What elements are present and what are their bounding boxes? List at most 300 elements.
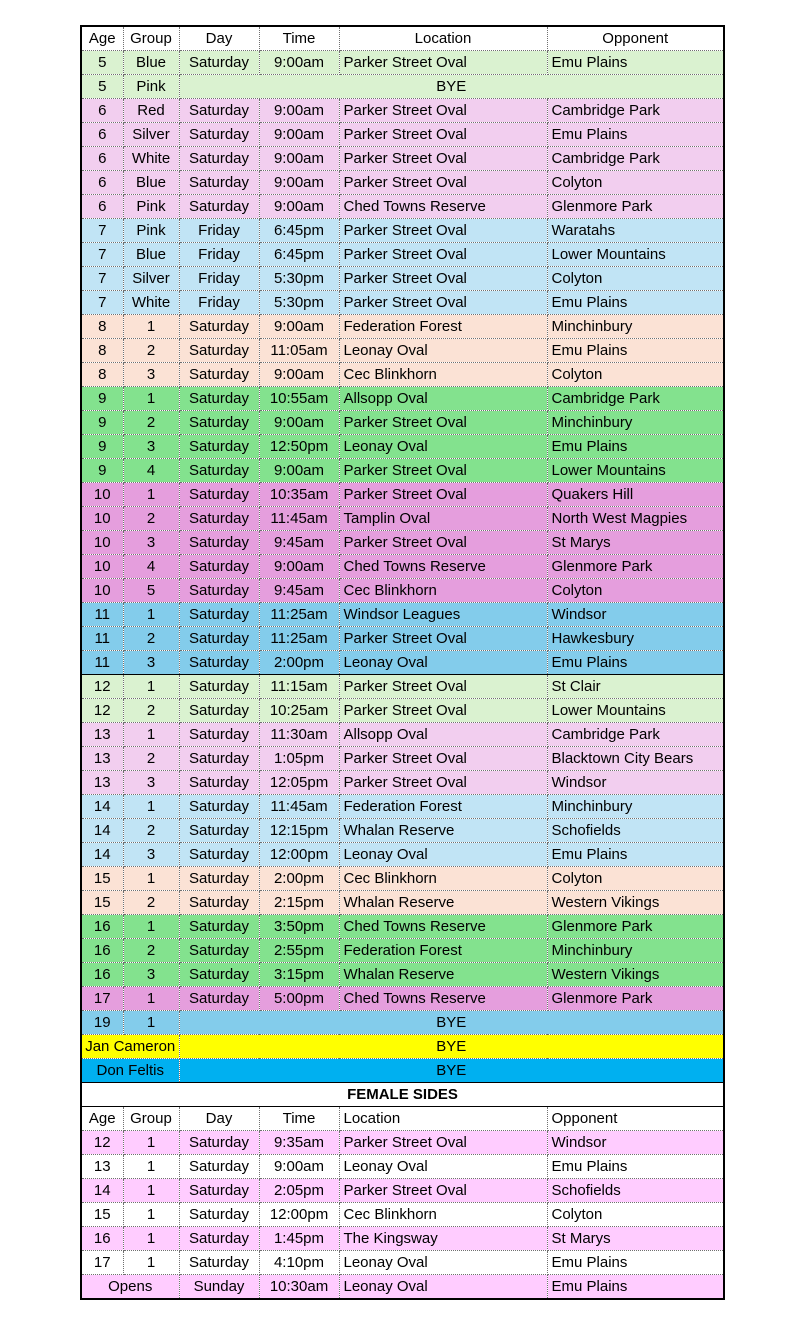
table-row — [81, 627, 724, 651]
time-cell: 9:45am — [259, 579, 339, 603]
time-cell: 9:00am — [259, 1155, 339, 1179]
table-row — [81, 147, 724, 171]
group-cell: 1 — [123, 1179, 179, 1203]
location-cell: Parker Street Oval — [339, 99, 547, 123]
table-row — [81, 531, 724, 555]
opponent-cell: Windsor — [547, 603, 724, 627]
opponent-cell: St Clair — [547, 675, 724, 699]
location-cell: Cec Blinkhorn — [339, 867, 547, 891]
group-cell: Red — [123, 99, 179, 123]
day-cell: Saturday — [179, 483, 259, 507]
opponent-cell: Emu Plains — [547, 651, 724, 675]
opponent-cell: Western Vikings — [547, 963, 724, 987]
opponent-cell: Minchinbury — [547, 315, 724, 339]
header-group: Group — [123, 1107, 179, 1131]
time-cell: 12:00pm — [259, 1203, 339, 1227]
location-cell: Leonay Oval — [339, 339, 547, 363]
table-row — [81, 867, 724, 891]
location-cell: Federation Forest — [339, 939, 547, 963]
location-cell: Ched Towns Reserve — [339, 195, 547, 219]
location-cell: Leonay Oval — [339, 1251, 547, 1275]
location-cell: Whalan Reserve — [339, 891, 547, 915]
day-cell: Saturday — [179, 843, 259, 867]
time-cell: 5:30pm — [259, 291, 339, 315]
opponent-cell: Glenmore Park — [547, 915, 724, 939]
table-row — [81, 843, 724, 867]
age-cell: 15 — [81, 867, 123, 891]
day-cell: Saturday — [179, 51, 259, 75]
time-cell: 4:10pm — [259, 1251, 339, 1275]
time-cell: 11:15am — [259, 675, 339, 699]
age-cell: 9 — [81, 459, 123, 483]
group-cell: 2 — [123, 819, 179, 843]
table-row — [81, 819, 724, 843]
location-cell: Parker Street Oval — [339, 483, 547, 507]
age-cell: 8 — [81, 363, 123, 387]
time-cell: 10:25am — [259, 699, 339, 723]
opponent-cell: Emu Plains — [547, 1275, 724, 1300]
day-cell: Saturday — [179, 963, 259, 987]
opponent-cell: Schofields — [547, 819, 724, 843]
table-row — [81, 1227, 724, 1251]
table-row — [81, 939, 724, 963]
opponent-cell: Waratahs — [547, 219, 724, 243]
opponent-cell: Colyton — [547, 363, 724, 387]
time-cell: 11:30am — [259, 723, 339, 747]
opponent-cell: Cambridge Park — [547, 387, 724, 411]
header-time: Time — [259, 26, 339, 51]
opponent-cell: Emu Plains — [547, 51, 724, 75]
header-row — [81, 26, 724, 51]
opponent-cell: Minchinbury — [547, 411, 724, 435]
age-cell: 19 — [81, 1011, 123, 1035]
age-cell: 5 — [81, 51, 123, 75]
location-cell: Parker Street Oval — [339, 459, 547, 483]
day-cell: Saturday — [179, 195, 259, 219]
group-cell: 1 — [123, 1155, 179, 1179]
time-cell: 10:35am — [259, 483, 339, 507]
location-cell: Parker Street Oval — [339, 123, 547, 147]
day-cell: Saturday — [179, 819, 259, 843]
age-cell: 14 — [81, 795, 123, 819]
location-cell: Parker Street Oval — [339, 675, 547, 699]
table-row — [81, 723, 724, 747]
age-cell: 10 — [81, 579, 123, 603]
time-cell: 12:50pm — [259, 435, 339, 459]
location-cell: Leonay Oval — [339, 651, 547, 675]
group-cell: 1 — [123, 1011, 179, 1035]
time-cell: 3:50pm — [259, 915, 339, 939]
age-cell: 5 — [81, 75, 123, 99]
opponent-cell: Colyton — [547, 579, 724, 603]
group-cell: 1 — [123, 915, 179, 939]
table-row — [81, 171, 724, 195]
time-cell: 11:25am — [259, 603, 339, 627]
time-cell: 10:55am — [259, 387, 339, 411]
group-cell: 2 — [123, 699, 179, 723]
age-cell: 13 — [81, 723, 123, 747]
group-cell: 3 — [123, 363, 179, 387]
opponent-cell: Colyton — [547, 267, 724, 291]
group-cell: 1 — [123, 1251, 179, 1275]
group-cell: 1 — [123, 675, 179, 699]
time-cell: 5:30pm — [259, 267, 339, 291]
age-cell: 16 — [81, 939, 123, 963]
group-cell: 5 — [123, 579, 179, 603]
age-cell: 6 — [81, 123, 123, 147]
location-cell: Parker Street Oval — [339, 171, 547, 195]
location-cell: Parker Street Oval — [339, 267, 547, 291]
table-row — [81, 363, 724, 387]
opponent-cell: Glenmore Park — [547, 987, 724, 1011]
location-cell: The Kingsway — [339, 1227, 547, 1251]
table-row — [81, 987, 724, 1011]
group-cell: 1 — [123, 387, 179, 411]
time-cell: 12:15pm — [259, 819, 339, 843]
day-cell: Saturday — [179, 1179, 259, 1203]
header-time: Time — [259, 1107, 339, 1131]
day-cell: Saturday — [179, 987, 259, 1011]
age-cell: 8 — [81, 339, 123, 363]
day-cell: Friday — [179, 267, 259, 291]
table-row — [81, 315, 724, 339]
day-cell: Saturday — [179, 147, 259, 171]
location-cell: Parker Street Oval — [339, 627, 547, 651]
group-cell: 2 — [123, 411, 179, 435]
age-cell: 13 — [81, 1155, 123, 1179]
day-cell: Saturday — [179, 747, 259, 771]
table-row — [81, 1131, 724, 1155]
time-cell: 2:00pm — [259, 867, 339, 891]
opponent-cell: St Marys — [547, 531, 724, 555]
group-cell: 4 — [123, 459, 179, 483]
age-cell: 14 — [81, 1179, 123, 1203]
day-cell: Saturday — [179, 603, 259, 627]
location-cell: Allsopp Oval — [339, 387, 547, 411]
opponent-cell: Cambridge Park — [547, 723, 724, 747]
age-cell: 10 — [81, 507, 123, 531]
table-row — [81, 411, 724, 435]
location-cell: Leonay Oval — [339, 1155, 547, 1179]
age-cell: 7 — [81, 291, 123, 315]
table-row — [81, 267, 724, 291]
table-row — [81, 699, 724, 723]
time-cell: 2:15pm — [259, 891, 339, 915]
bye-cell: BYE — [179, 1059, 724, 1083]
location-cell: Ched Towns Reserve — [339, 987, 547, 1011]
time-cell: 11:05am — [259, 339, 339, 363]
location-cell: Parker Street Oval — [339, 219, 547, 243]
bye-cell: BYE — [179, 1035, 724, 1059]
location-cell: Parker Street Oval — [339, 291, 547, 315]
age-cell: 7 — [81, 219, 123, 243]
opponent-cell: Cambridge Park — [547, 99, 724, 123]
location-cell: Parker Street Oval — [339, 531, 547, 555]
table-row — [81, 651, 724, 675]
table-row — [81, 579, 724, 603]
location-cell: Whalan Reserve — [339, 963, 547, 987]
group-cell: Pink — [123, 219, 179, 243]
opponent-cell: Glenmore Park — [547, 555, 724, 579]
group-cell: White — [123, 147, 179, 171]
group-cell: 2 — [123, 627, 179, 651]
group-cell: 3 — [123, 963, 179, 987]
location-cell: Cec Blinkhorn — [339, 1203, 547, 1227]
day-cell: Sunday — [179, 1275, 259, 1300]
opponent-cell: Emu Plains — [547, 123, 724, 147]
section-title: FEMALE SIDES — [81, 1083, 724, 1107]
group-cell: 2 — [123, 747, 179, 771]
opponent-cell: North West Magpies — [547, 507, 724, 531]
location-cell: Parker Street Oval — [339, 147, 547, 171]
opponent-cell: Colyton — [547, 171, 724, 195]
opponent-cell: Lower Mountains — [547, 243, 724, 267]
opponent-cell: Minchinbury — [547, 795, 724, 819]
table-row — [81, 1155, 724, 1179]
age-cell: 17 — [81, 1251, 123, 1275]
time-cell: 1:45pm — [259, 1227, 339, 1251]
group-cell: 2 — [123, 507, 179, 531]
day-cell: Friday — [179, 243, 259, 267]
table-row — [81, 123, 724, 147]
day-cell: Saturday — [179, 1227, 259, 1251]
time-cell: 11:45am — [259, 507, 339, 531]
table-row — [81, 435, 724, 459]
age-cell: 16 — [81, 1227, 123, 1251]
table-row — [81, 1059, 724, 1083]
header-day: Day — [179, 26, 259, 51]
location-cell: Parker Street Oval — [339, 243, 547, 267]
day-cell: Saturday — [179, 771, 259, 795]
age-cell: 12 — [81, 699, 123, 723]
day-cell: Saturday — [179, 171, 259, 195]
opponent-cell: Colyton — [547, 1203, 724, 1227]
group-cell: Silver — [123, 267, 179, 291]
table-row — [81, 195, 724, 219]
header-location: Location — [339, 1107, 547, 1131]
table-row — [81, 507, 724, 531]
day-cell: Saturday — [179, 939, 259, 963]
group-cell: 3 — [123, 531, 179, 555]
group-cell: 3 — [123, 435, 179, 459]
day-cell: Saturday — [179, 459, 259, 483]
group-cell: Blue — [123, 51, 179, 75]
table-row — [81, 51, 724, 75]
age-cell: 11 — [81, 651, 123, 675]
table-row — [81, 483, 724, 507]
table-row — [81, 75, 724, 99]
fixture-table — [80, 25, 725, 1300]
group-cell: 3 — [123, 651, 179, 675]
age-cell: 15 — [81, 1203, 123, 1227]
opponent-cell: Emu Plains — [547, 435, 724, 459]
group-cell: 1 — [123, 867, 179, 891]
group-cell: 1 — [123, 1131, 179, 1155]
day-cell: Saturday — [179, 1131, 259, 1155]
age-cell: 10 — [81, 555, 123, 579]
team-name-cell: Don Feltis — [81, 1059, 179, 1083]
day-cell: Saturday — [179, 1251, 259, 1275]
header-group: Group — [123, 26, 179, 51]
time-cell: 9:00am — [259, 459, 339, 483]
day-cell: Saturday — [179, 627, 259, 651]
day-cell: Saturday — [179, 675, 259, 699]
opponent-cell: Colyton — [547, 867, 724, 891]
time-cell: 11:25am — [259, 627, 339, 651]
location-cell: Allsopp Oval — [339, 723, 547, 747]
age-cell: 15 — [81, 891, 123, 915]
day-cell: Saturday — [179, 1203, 259, 1227]
time-cell: 9:00am — [259, 315, 339, 339]
age-cell: 6 — [81, 195, 123, 219]
age-cell: 7 — [81, 267, 123, 291]
table-row — [81, 291, 724, 315]
table-row — [81, 771, 724, 795]
location-cell: Federation Forest — [339, 795, 547, 819]
table-row — [81, 795, 724, 819]
day-cell: Friday — [179, 219, 259, 243]
group-cell: Pink — [123, 195, 179, 219]
opponent-cell: Blacktown City Bears — [547, 747, 724, 771]
location-cell: Tamplin Oval — [339, 507, 547, 531]
opponent-cell: Schofields — [547, 1179, 724, 1203]
section-title-row — [81, 1083, 724, 1107]
opponent-cell: St Marys — [547, 1227, 724, 1251]
opponent-cell: Hawkesbury — [547, 627, 724, 651]
location-cell: Parker Street Oval — [339, 747, 547, 771]
location-cell: Cec Blinkhorn — [339, 363, 547, 387]
age-cell: 10 — [81, 483, 123, 507]
table-row — [81, 963, 724, 987]
group-cell: 4 — [123, 555, 179, 579]
time-cell: 12:05pm — [259, 771, 339, 795]
age-cell: 8 — [81, 315, 123, 339]
group-cell: Silver — [123, 123, 179, 147]
age-cell: 14 — [81, 843, 123, 867]
time-cell: 6:45pm — [259, 243, 339, 267]
age-cell: 11 — [81, 627, 123, 651]
opponent-cell: Cambridge Park — [547, 147, 724, 171]
time-cell: 9:00am — [259, 363, 339, 387]
day-cell: Saturday — [179, 387, 259, 411]
age-cell: 11 — [81, 603, 123, 627]
day-cell: Saturday — [179, 1155, 259, 1179]
time-cell: 2:55pm — [259, 939, 339, 963]
location-cell: Leonay Oval — [339, 435, 547, 459]
day-cell: Saturday — [179, 99, 259, 123]
table-row — [81, 387, 724, 411]
time-cell: 9:35am — [259, 1131, 339, 1155]
opponent-cell: Emu Plains — [547, 291, 724, 315]
age-cell: 16 — [81, 915, 123, 939]
table-row — [81, 891, 724, 915]
table-row — [81, 1203, 724, 1227]
header-location: Location — [339, 26, 547, 51]
location-cell: Cec Blinkhorn — [339, 579, 547, 603]
day-cell: Saturday — [179, 363, 259, 387]
time-cell: 9:00am — [259, 147, 339, 171]
opponent-cell: Emu Plains — [547, 339, 724, 363]
location-cell: Parker Street Oval — [339, 51, 547, 75]
location-cell: Parker Street Oval — [339, 1131, 547, 1155]
group-cell: 1 — [123, 483, 179, 507]
age-cell: 6 — [81, 147, 123, 171]
opponent-cell: Emu Plains — [547, 1155, 724, 1179]
group-cell: 1 — [123, 1203, 179, 1227]
time-cell: 1:05pm — [259, 747, 339, 771]
team-name-cell: Jan Cameron — [81, 1035, 179, 1059]
age-cell: 9 — [81, 387, 123, 411]
table-row — [81, 219, 724, 243]
team-name-cell: Opens — [81, 1275, 179, 1300]
time-cell: 10:30am — [259, 1275, 339, 1300]
time-cell: 12:00pm — [259, 843, 339, 867]
location-cell: Windsor Leagues — [339, 603, 547, 627]
group-cell: 2 — [123, 339, 179, 363]
group-cell: 1 — [123, 723, 179, 747]
table-row — [81, 1275, 724, 1300]
group-cell: Blue — [123, 171, 179, 195]
location-cell: Whalan Reserve — [339, 819, 547, 843]
bye-cell: BYE — [179, 1011, 724, 1035]
day-cell: Friday — [179, 291, 259, 315]
opponent-cell: Windsor — [547, 1131, 724, 1155]
location-cell: Leonay Oval — [339, 1275, 547, 1300]
table-row — [81, 915, 724, 939]
time-cell: 9:00am — [259, 123, 339, 147]
age-cell: 12 — [81, 1131, 123, 1155]
time-cell: 2:00pm — [259, 651, 339, 675]
opponent-cell: Lower Mountains — [547, 459, 724, 483]
day-cell: Saturday — [179, 339, 259, 363]
time-cell: 2:05pm — [259, 1179, 339, 1203]
time-cell: 9:00am — [259, 555, 339, 579]
location-cell: Parker Street Oval — [339, 1179, 547, 1203]
table-row — [81, 243, 724, 267]
header-opponent: Opponent — [547, 26, 724, 51]
day-cell: Saturday — [179, 699, 259, 723]
header-age: Age — [81, 26, 123, 51]
time-cell: 9:45am — [259, 531, 339, 555]
day-cell: Saturday — [179, 723, 259, 747]
group-cell: 1 — [123, 1227, 179, 1251]
location-cell: Ched Towns Reserve — [339, 915, 547, 939]
day-cell: Saturday — [179, 891, 259, 915]
age-cell: 6 — [81, 99, 123, 123]
location-cell: Parker Street Oval — [339, 699, 547, 723]
table-row — [81, 1179, 724, 1203]
age-cell: 13 — [81, 771, 123, 795]
header-age: Age — [81, 1107, 123, 1131]
time-cell: 9:00am — [259, 171, 339, 195]
time-cell: 9:00am — [259, 99, 339, 123]
day-cell: Saturday — [179, 531, 259, 555]
day-cell: Saturday — [179, 507, 259, 531]
age-cell: 14 — [81, 819, 123, 843]
group-cell: 3 — [123, 843, 179, 867]
location-cell: Leonay Oval — [339, 843, 547, 867]
opponent-cell: Minchinbury — [547, 939, 724, 963]
time-cell: 5:00pm — [259, 987, 339, 1011]
day-cell: Saturday — [179, 411, 259, 435]
time-cell: 9:00am — [259, 411, 339, 435]
group-cell: 1 — [123, 795, 179, 819]
location-cell: Parker Street Oval — [339, 771, 547, 795]
opponent-cell: Emu Plains — [547, 1251, 724, 1275]
age-cell: 17 — [81, 987, 123, 1011]
opponent-cell: Windsor — [547, 771, 724, 795]
group-cell: 1 — [123, 987, 179, 1011]
